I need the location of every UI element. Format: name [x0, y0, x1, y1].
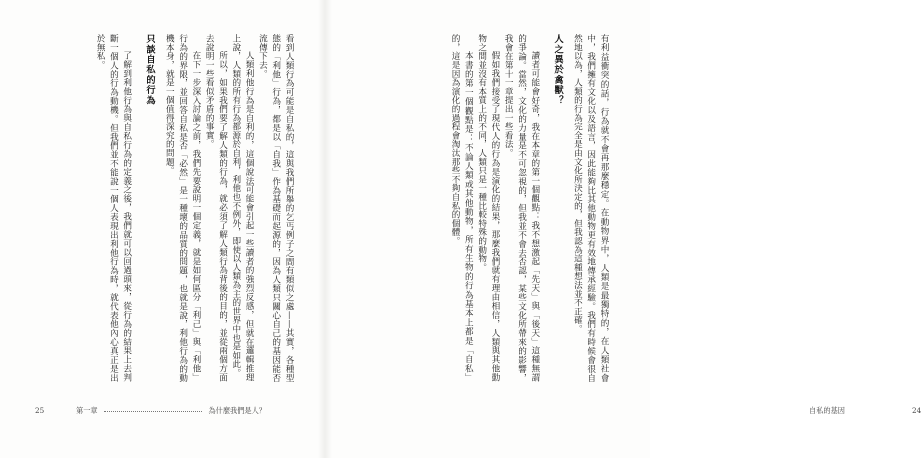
body-paragraph: 在下一步深入討論之前，我們先要說明一個定義，就是如何區分「利己」與「利他」行為的界限，並回答自私是否「必然」是一種壞的品質的問題，也就是說，利他行為的動機本身，就是一個值得深究的問題。: [164, 34, 201, 382]
section-heading: 人之異於禽獸？: [552, 34, 564, 106]
left-page-body: [33, 34, 295, 382]
right-page-body: [348, 34, 610, 382]
body-paragraph: 所以，如果我們要了解人類的行為，就必須了解人類行為背後的目的，並從兩個方面去說明一些看似矛盾的事實。: [204, 34, 228, 382]
running-title: 為什麼我們是人？: [208, 406, 266, 415]
right-page: [325, 0, 921, 458]
running-chapter: 第一章: [76, 406, 98, 415]
section-heading: 只談自私的行為: [144, 34, 156, 106]
running-title: 自私的基因: [809, 406, 845, 415]
body-paragraph: 讀者可能會好奇，我在本章的第一個觀點：我不想激起「先天」與「後天」這種無謂的爭論。當然，文化的力量是不可忽視的，但我並不會去否認，某些文化所帶來的影響，我會在第十一章提出一些看法。: [503, 34, 540, 382]
book-gutter: [318, 0, 332, 458]
page-number: 24: [912, 406, 921, 415]
running-header: [76, 406, 266, 416]
left-page: [0, 0, 325, 458]
page-number: 25: [35, 406, 45, 415]
body-paragraph: 有利益衝突的話，行為就不會再那麼穩定。在動物界中，人類是最獨特的，在人類社會中，我們擁有文化以及語言，因此能夠比其他動物更有效地傳承經驗。我們有時候會很自然地以為，人類的行為完全是由文化所決定的，但我認為這種想法並不正確。: [572, 34, 609, 382]
body-paragraph: 人類利他行為是自利的，這個說法可能會引起一些讀者的強烈反感，但就在邏輯推理上說，人類的所有行為都源於自利，利他也不例外，即使以人類為主的世界中也是如此。: [230, 34, 255, 382]
dotted-leader: [104, 411, 203, 412]
body-paragraph: 看到人類行為可能是自私的，這與我們所舉的乞丐例子之間有類似之處——其實，各種型態的「利他」行為，都是以「自我」作為基礎而起源的，因為人類只關心自己的基因能否流傳下去。: [257, 34, 294, 382]
body-paragraph: 了解到利他行為與自私行為的定義之後，我們就可以回過頭來，從行為的結果上去判斷一個人的行為動機。但我們並不能說一個人表現出利他行為時，就代表他內心真正是出於無私。: [95, 34, 132, 382]
body-paragraph: 假如我們接受了現代人的行為是演化的結果，那麼我們就有理由相信，人類與其他動物之間並沒有本質上的不同，人類只是一種比較特殊的動物。: [476, 34, 500, 382]
body-paragraph: 本書的第一個觀點是：不論人類或其他動物，所有生物的行為基本上都是「自私」的，這是因為演化的過程會淘汰那些不夠自私的個體。: [450, 34, 474, 382]
